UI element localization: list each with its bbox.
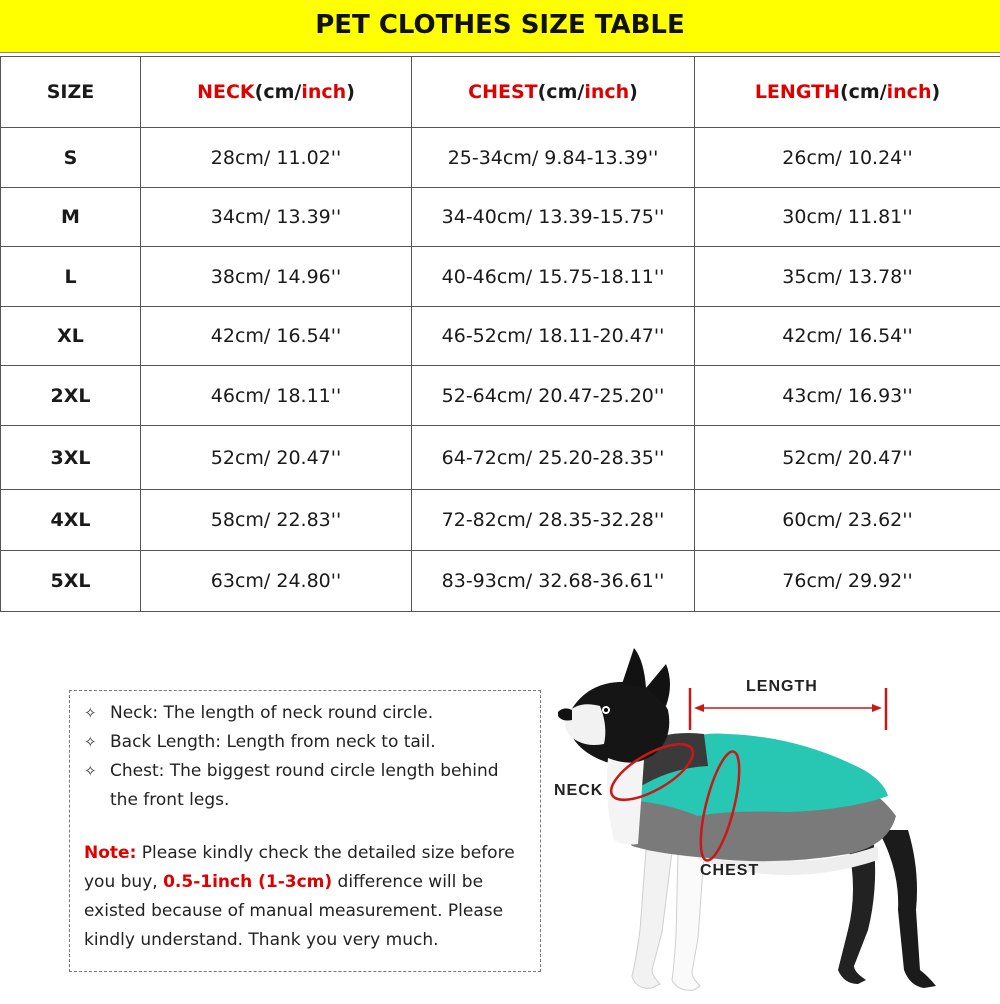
length-cell: 60cm/ 23.62'' bbox=[695, 490, 1000, 551]
table-row bbox=[1, 307, 1000, 366]
size-cell: 5XL bbox=[1, 551, 141, 612]
neck-cell: 28cm/ 11.02'' bbox=[141, 128, 412, 188]
notes-box bbox=[69, 690, 541, 972]
header-neck-open: (cm/ bbox=[255, 81, 302, 103]
header-length bbox=[695, 57, 1000, 128]
four-point-star-icon: ✧ bbox=[84, 728, 110, 757]
header-chest-unit: inch bbox=[584, 81, 629, 103]
length-cell: 35cm/ 13.78'' bbox=[695, 247, 1000, 307]
note-bullet-text: Back Length: Length from neck to tail. bbox=[110, 728, 436, 757]
note-bullet bbox=[84, 728, 528, 757]
chest-cell: 40-46cm/ 15.75-18.11'' bbox=[412, 247, 695, 307]
size-cell: 2XL bbox=[1, 366, 141, 426]
table-header-row bbox=[1, 57, 1000, 128]
note-paragraph bbox=[84, 839, 528, 955]
dog-eye-pupil bbox=[604, 708, 608, 712]
neck-cell: 46cm/ 18.11'' bbox=[141, 366, 412, 426]
table-row bbox=[1, 188, 1000, 247]
table-row bbox=[1, 366, 1000, 426]
neck-cell: 63cm/ 24.80'' bbox=[141, 551, 412, 612]
header-chest-close: ) bbox=[629, 81, 638, 103]
four-point-star-icon: ✧ bbox=[84, 757, 110, 815]
header-neck-close: ) bbox=[346, 81, 355, 103]
length-arrow-head-left bbox=[694, 704, 704, 712]
note-bullet-text: Chest: The biggest round circle length behind the front legs. bbox=[110, 757, 528, 815]
size-cell: 4XL bbox=[1, 490, 141, 551]
table-row bbox=[1, 551, 1000, 612]
chest-cell: 25-34cm/ 9.84-13.39'' bbox=[412, 128, 695, 188]
size-cell: 3XL bbox=[1, 426, 141, 490]
chest-cell: 46-52cm/ 18.11-20.47'' bbox=[412, 307, 695, 366]
table-row bbox=[1, 490, 1000, 551]
length-cell: 52cm/ 20.47'' bbox=[695, 426, 1000, 490]
length-cell: 26cm/ 10.24'' bbox=[695, 128, 1000, 188]
length-cell: 76cm/ 29.92'' bbox=[695, 551, 1000, 612]
chest-cell: 64-72cm/ 25.20-28.35'' bbox=[412, 426, 695, 490]
neck-cell: 42cm/ 16.54'' bbox=[141, 307, 412, 366]
note-bullet-text: Neck: The length of neck round circle. bbox=[110, 699, 433, 728]
header-length-name: LENGTH bbox=[755, 81, 840, 103]
note-text-1: Please kindly check the detailed size before you buy, bbox=[84, 843, 515, 892]
length-arrow-head-right bbox=[872, 704, 882, 712]
header-size: SIZE bbox=[1, 57, 141, 128]
size-cell: M bbox=[1, 188, 141, 247]
length-cell: 42cm/ 16.54'' bbox=[695, 307, 1000, 366]
chest-cell: 52-64cm/ 20.47-25.20'' bbox=[412, 366, 695, 426]
neck-cell: 38cm/ 14.96'' bbox=[141, 247, 412, 307]
dog-chest-white bbox=[607, 758, 644, 845]
size-cell: XL bbox=[1, 307, 141, 366]
four-point-star-icon: ✧ bbox=[84, 699, 110, 728]
chest-label: CHEST bbox=[700, 862, 759, 880]
size-cell: S bbox=[1, 128, 141, 188]
neck-cell: 52cm/ 20.47'' bbox=[141, 426, 412, 490]
header-chest-open: (cm/ bbox=[538, 81, 585, 103]
dog-measurement-diagram bbox=[548, 640, 1000, 1000]
note-bullet bbox=[84, 757, 528, 815]
length-label: LENGTH bbox=[746, 678, 818, 696]
chest-cell: 34-40cm/ 13.39-15.75'' bbox=[412, 188, 695, 247]
header-length-open: (cm/ bbox=[840, 81, 887, 103]
size-cell: L bbox=[1, 247, 141, 307]
note-bullet bbox=[84, 699, 528, 728]
table-body bbox=[1, 128, 1000, 612]
table-row bbox=[1, 128, 1000, 188]
table-row bbox=[1, 426, 1000, 490]
page-title-banner bbox=[0, 0, 1000, 53]
header-neck-name: NECK bbox=[197, 81, 255, 103]
header-chest-name: CHEST bbox=[468, 81, 537, 103]
dog-nose bbox=[558, 708, 572, 720]
note-text-2: difference will be existed because of manual measurement. Please kindly understand. Thank you very much. bbox=[84, 872, 503, 950]
chest-cell: 72-82cm/ 28.35-32.28'' bbox=[412, 490, 695, 551]
neck-cell: 58cm/ 22.83'' bbox=[141, 490, 412, 551]
header-neck bbox=[141, 57, 412, 128]
dog-ear bbox=[622, 648, 646, 688]
note-label: Note: bbox=[84, 843, 136, 863]
table-row bbox=[1, 247, 1000, 307]
chest-cell: 83-93cm/ 32.68-36.61'' bbox=[412, 551, 695, 612]
header-neck-unit: inch bbox=[301, 81, 346, 103]
page-title: PET CLOTHES SIZE TABLE bbox=[315, 10, 685, 40]
header-length-close: ) bbox=[931, 81, 940, 103]
length-cell: 43cm/ 16.93'' bbox=[695, 366, 1000, 426]
size-table bbox=[0, 56, 1000, 612]
neck-cell: 34cm/ 13.39'' bbox=[141, 188, 412, 247]
dog-front-leg bbox=[632, 850, 672, 988]
header-length-unit: inch bbox=[887, 81, 932, 103]
length-cell: 30cm/ 11.81'' bbox=[695, 188, 1000, 247]
header-chest bbox=[412, 57, 695, 128]
note-highlight: 0.5-1inch (1-3cm) bbox=[163, 872, 332, 892]
dog-back-leg bbox=[878, 830, 936, 988]
neck-label: NECK bbox=[554, 782, 603, 800]
